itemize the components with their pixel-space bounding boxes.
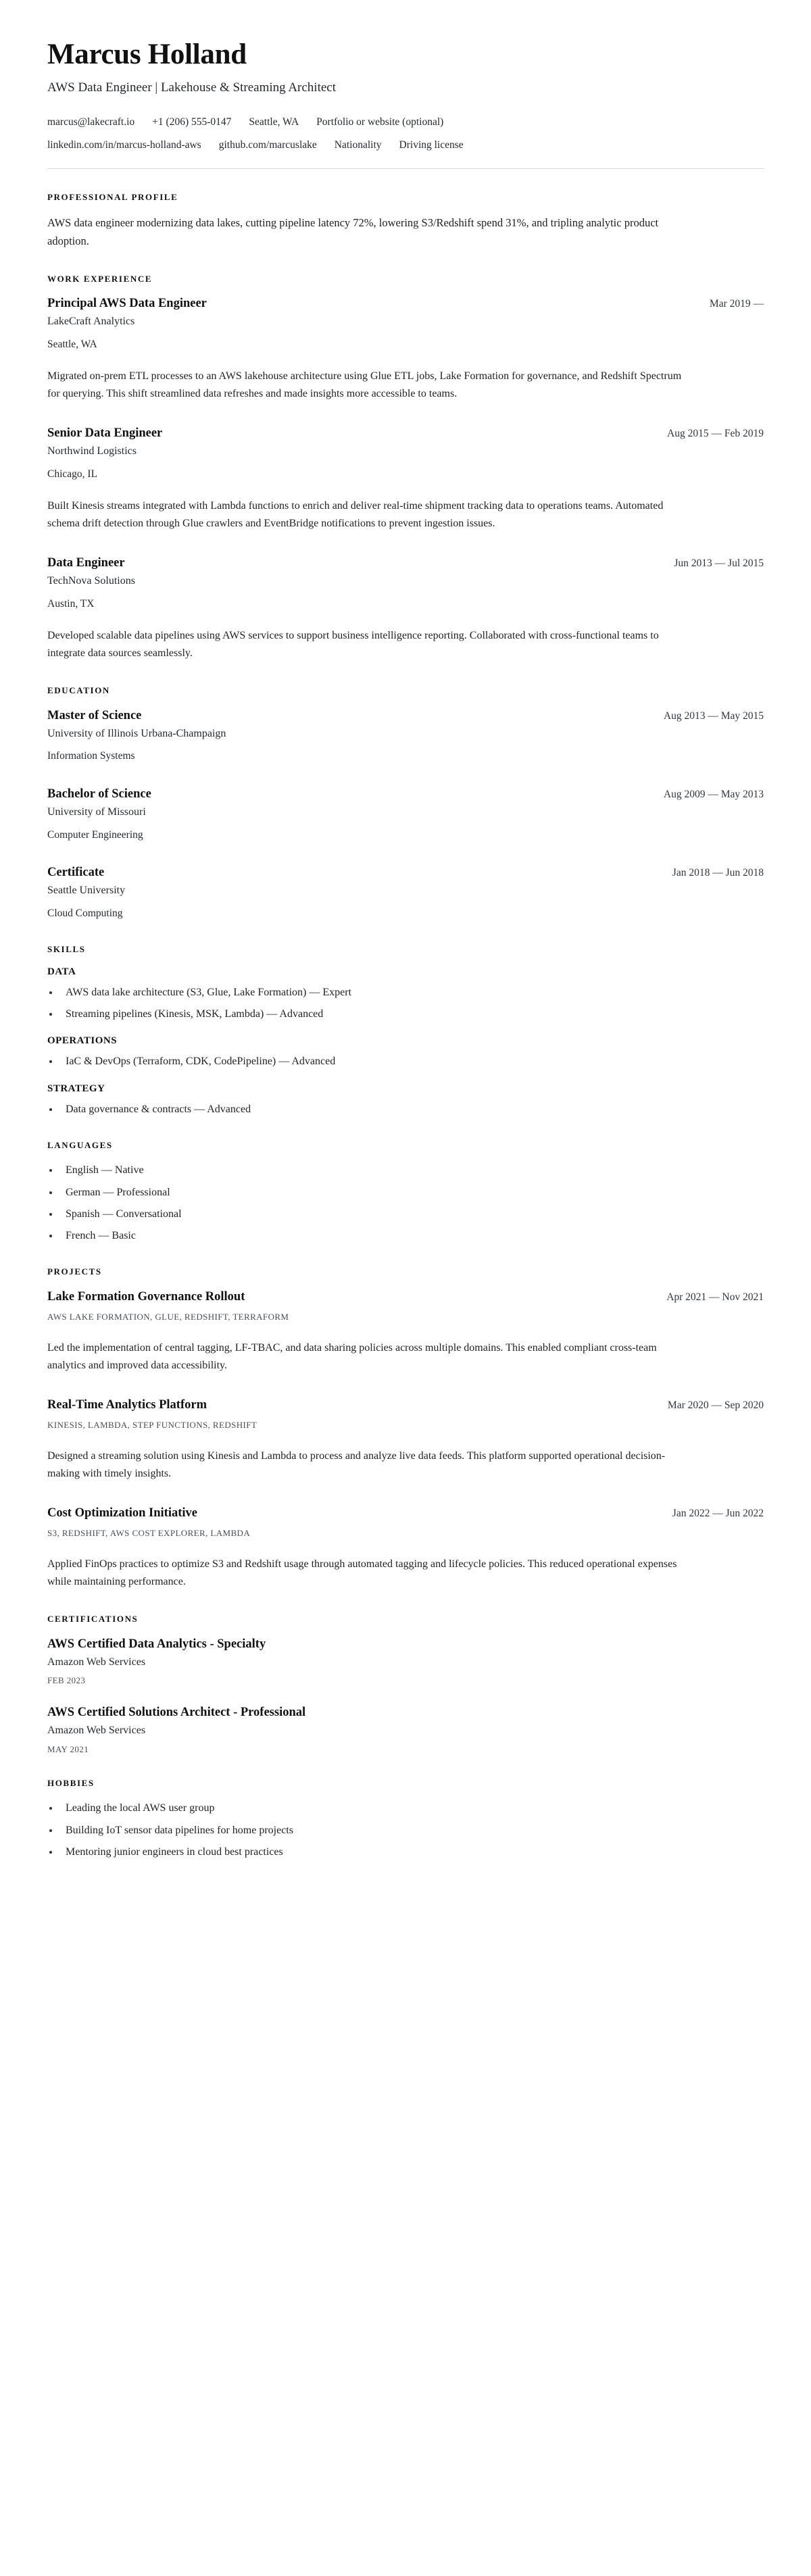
section-heading-skills: SKILLS — [47, 943, 86, 954]
field-of-study: Computer Engineering — [47, 828, 143, 841]
section-heading-profile: PROFESSIONAL PROFILE — [47, 191, 178, 202]
profile-summary-text: AWS data engineer modernizing data lakes, cutting pipeline latency 72%, lowering S3/Redshift spend 31%, and tripling analytic product adoption. — [47, 216, 659, 247]
skill-item-list — [47, 985, 764, 1022]
degree-title: Bachelor of Science — [47, 787, 151, 801]
institution-name: University of Missouri — [47, 806, 146, 818]
project-date: Jan 2022 — Jun 2022 — [672, 1508, 764, 1520]
contact-item[interactable]: Seattle, WA — [249, 116, 299, 128]
hobby-item: Mentoring junior engineers in cloud best practices — [47, 1844, 764, 1860]
company-name: TechNova Solutions — [47, 575, 135, 587]
section-heading-languages: LANGUAGES — [47, 1139, 113, 1150]
work-entry — [47, 426, 764, 532]
field-of-study: Cloud Computing — [47, 907, 123, 919]
job-description: Developed scalable data pipelines using AWS services to support business intelligence reporting. Collaborated with cross-functional teams to integrate data sources seamlessly. — [47, 630, 659, 660]
skill-group-heading: OPERATIONS — [47, 1035, 118, 1047]
skill-item: Streaming pipelines (Kinesis, MSK, Lambda) — Advanced — [47, 1006, 764, 1022]
institution-name: University of Illinois Urbana-Champaign — [47, 728, 226, 740]
project-date: Mar 2020 — Sep 2020 — [667, 1399, 764, 1411]
language-item: English — Native — [47, 1162, 764, 1178]
project-description: Applied FinOps practices to optimize S3 and Redshift usage through automated tagging and lifecycle policies. This reduced operational expenses while maintaining performance. — [47, 1558, 677, 1588]
section-certifications — [47, 1614, 764, 1755]
resume-header — [47, 39, 764, 169]
section-skills — [47, 944, 764, 1117]
contact-line-primary — [47, 114, 764, 130]
project-date: Apr 2021 — Nov 2021 — [666, 1291, 764, 1303]
contact-item[interactable]: linkedin.com/in/marcus-holland-aws — [47, 139, 201, 151]
work-entry — [47, 296, 764, 403]
entry-header-row — [47, 708, 764, 724]
entry-header-row — [47, 426, 764, 441]
language-item: French — Basic — [47, 1228, 764, 1243]
job-title: Principal AWS Data Engineer — [47, 297, 207, 311]
certification-entry-list — [47, 1637, 764, 1755]
certification-date: MAY 2021 — [47, 1743, 89, 1754]
header-divider — [47, 168, 764, 169]
certification-name: AWS Certified Data Analytics - Specialty — [47, 1637, 266, 1651]
entry-header-row — [47, 1506, 764, 1521]
education-entry-list — [47, 708, 764, 921]
degree-title: Master of Science — [47, 708, 142, 722]
skill-group-heading: DATA — [47, 966, 76, 978]
entry-header-row — [47, 865, 764, 881]
certification-issuer: Amazon Web Services — [47, 1725, 146, 1737]
entry-header-row — [47, 296, 764, 312]
skill-item: Data governance & contracts — Advanced — [47, 1101, 764, 1117]
project-description: Led the implementation of central tagging, LF-TBAC, and data sharing policies across multiple domains. This enabled compliant cross-team analytics and improved data accessibility. — [47, 1342, 657, 1371]
section-professional-profile — [47, 192, 764, 251]
company-name: LakeCraft Analytics — [47, 316, 135, 328]
job-date: Mar 2019 — — [709, 298, 764, 310]
entry-header-row — [47, 787, 764, 802]
language-item: German — Professional — [47, 1185, 764, 1200]
skill-group — [47, 1035, 764, 1069]
education-entry — [47, 865, 764, 920]
contact-item[interactable]: Nationality — [334, 139, 382, 151]
section-heading-projects: PROJECTS — [47, 1266, 102, 1277]
contact-item[interactable]: marcus@lakecraft.io — [47, 116, 135, 128]
skill-item-list — [47, 1054, 764, 1069]
project-title: Real-Time Analytics Platform — [47, 1397, 207, 1412]
contact-item[interactable]: Driving license — [399, 139, 464, 151]
contact-item[interactable]: +1 (206) 555-0147 — [152, 116, 232, 128]
job-date: Aug 2015 — Feb 2019 — [667, 428, 764, 440]
resume-document — [47, 0, 764, 1887]
work-entry-list — [47, 296, 764, 662]
section-work-experience — [47, 274, 764, 663]
hobbies-list — [47, 1800, 764, 1860]
job-location: Chicago, IL — [47, 468, 98, 480]
skill-group — [47, 966, 764, 1022]
project-entry — [47, 1289, 764, 1374]
certification-entry — [47, 1637, 764, 1687]
job-date: Jun 2013 — Jul 2015 — [674, 558, 764, 570]
job-location: Seattle, WA — [47, 338, 97, 350]
company-name: Northwind Logistics — [47, 445, 137, 457]
skill-item-list — [47, 1101, 764, 1117]
skill-group — [47, 1083, 764, 1117]
candidate-headline: AWS Data Engineer | Lakehouse & Streaming Architect — [47, 80, 337, 95]
job-description: Built Kinesis streams integrated with Lambda functions to enrich and deliver real-time shipment tracking data to operations teams. Automated schema drift detection through Glue crawlers and EventBridge notifications to prevent ingestion issues. — [47, 500, 664, 530]
work-entry — [47, 555, 764, 662]
institution-name: Seattle University — [47, 885, 126, 897]
project-entry — [47, 1506, 764, 1591]
project-tech-stack: KINESIS, LAMBDA, STEP FUNCTIONS, REDSHIFT — [47, 1420, 257, 1431]
project-tech-stack: S3, REDSHIFT, AWS COST EXPLORER, LAMBDA — [47, 1528, 251, 1539]
education-entry — [47, 787, 764, 842]
certification-issuer: Amazon Web Services — [47, 1656, 146, 1668]
project-entry-list — [47, 1289, 764, 1591]
job-title: Data Engineer — [47, 556, 125, 570]
section-heading-hobbies: HOBBIES — [47, 1777, 95, 1788]
project-title: Lake Formation Governance Rollout — [47, 1289, 245, 1304]
education-date: Jan 2018 — Jun 2018 — [672, 867, 764, 879]
contact-item[interactable]: Portfolio or website (optional) — [316, 116, 444, 128]
education-entry — [47, 708, 764, 764]
skill-item: IaC & DevOps (Terraform, CDK, CodePipeline) — Advanced — [47, 1054, 764, 1069]
entry-header-row — [47, 1397, 764, 1413]
education-date: Aug 2013 — May 2015 — [663, 710, 764, 722]
section-projects — [47, 1266, 764, 1591]
certification-date: FEB 2023 — [47, 1675, 86, 1686]
candidate-name: Marcus Holland — [47, 39, 247, 70]
section-education — [47, 685, 764, 920]
entry-header-row — [47, 1289, 764, 1305]
contact-item[interactable]: github.com/marcuslake — [218, 139, 317, 151]
certification-entry — [47, 1705, 764, 1755]
section-heading-work: WORK EXPERIENCE — [47, 273, 153, 284]
job-location: Austin, TX — [47, 597, 95, 610]
languages-list — [47, 1162, 764, 1243]
education-date: Aug 2009 — May 2013 — [663, 789, 764, 801]
hobby-item: Leading the local AWS user group — [47, 1800, 764, 1816]
skill-group-list — [47, 966, 764, 1117]
section-heading-certifications: CERTIFICATIONS — [47, 1614, 139, 1625]
project-entry — [47, 1397, 764, 1483]
field-of-study: Information Systems — [47, 750, 135, 762]
certification-name: AWS Certified Solutions Architect - Professional — [47, 1706, 306, 1720]
project-description: Designed a streaming solution using Kinesis and Lambda to process and analyze live data feeds. This platform supported operational decision-making with timely insights. — [47, 1450, 666, 1480]
skill-group-heading: STRATEGY — [47, 1083, 105, 1094]
skill-item: AWS data lake architecture (S3, Glue, Lake Formation) — Expert — [47, 985, 764, 1000]
job-description: Migrated on-prem ETL processes to an AWS lakehouse architecture using Glue ETL jobs, Lake Formation for governance, and Redshift Spectrum for querying. This shift streamlined data refreshes and made insights more accessible to teams. — [47, 370, 682, 400]
contact-line-secondary — [47, 137, 764, 153]
project-title: Cost Optimization Initiative — [47, 1506, 197, 1520]
language-item: Spanish — Conversational — [47, 1206, 764, 1222]
section-languages — [47, 1140, 764, 1243]
degree-title: Certificate — [47, 866, 105, 880]
hobby-item: Building IoT sensor data pipelines for home projects — [47, 1823, 764, 1838]
project-tech-stack: AWS LAKE FORMATION, GLUE, REDSHIFT, TERRAFORM — [47, 1311, 289, 1322]
entry-header-row — [47, 555, 764, 571]
section-heading-education: EDUCATION — [47, 685, 110, 696]
section-hobbies — [47, 1778, 764, 1860]
job-title: Senior Data Engineer — [47, 426, 163, 441]
